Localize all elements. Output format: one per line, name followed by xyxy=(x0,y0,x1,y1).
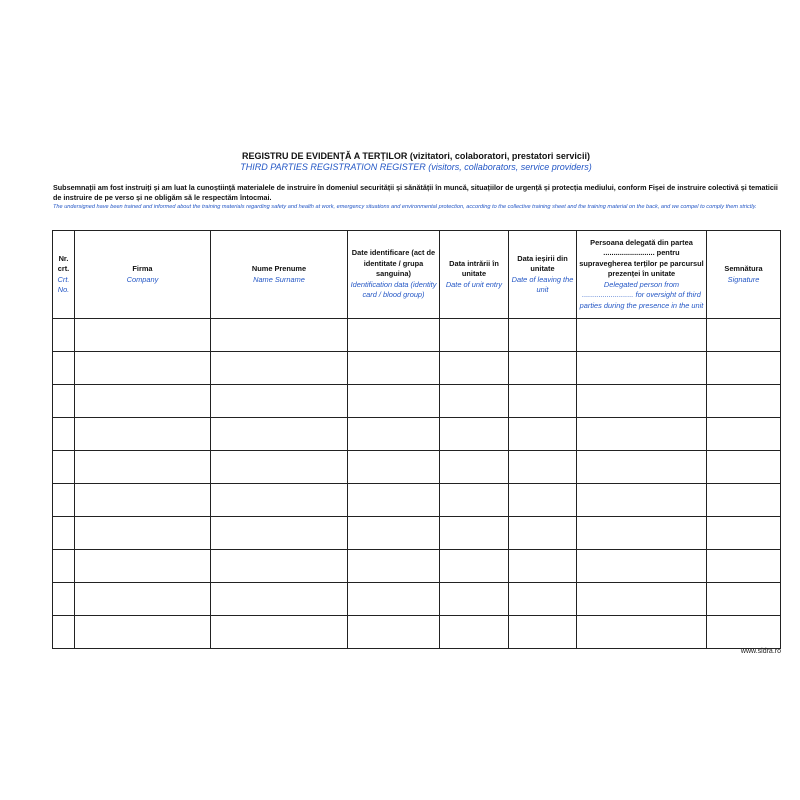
table-row xyxy=(53,550,781,583)
footer-url: www.sidra.ro xyxy=(740,648,781,655)
title-english: THIRD PARTIES REGISTRATION REGISTER (visitors, collaborators, service providers) xyxy=(240,162,592,172)
document-header xyxy=(0,151,800,173)
table-cell xyxy=(707,385,781,418)
table-cell xyxy=(707,517,781,550)
table-cell xyxy=(509,583,577,616)
column-header-company: Firma Company xyxy=(75,231,211,319)
table-cell xyxy=(509,418,577,451)
table-cell xyxy=(53,616,75,649)
intro-text-romanian: Subsemnații am fost instruiți și am luat la cunoștiință materialele de instruire în domeniul securității și sănătății în muncă, situațiilor de urgență și protecția mediului, conform Fișei de instruire colectivă și tematicii de instruire de pe verso și ne obligăm să le respectăm întocmai. xyxy=(53,183,778,202)
table-cell xyxy=(53,352,75,385)
table-row xyxy=(53,319,781,352)
column-header-delegated-person: Persoana delegată din partea ......................... pentru supravegherea terților pe parcursul prezenței în unitate Delegated person from ......................... for oversight of third parties during the presence in the unit xyxy=(577,231,707,319)
table-cell xyxy=(211,385,348,418)
column-header-name: Nume Prenume Name Surname xyxy=(211,231,348,319)
table-row xyxy=(53,517,781,550)
table-body xyxy=(53,319,781,649)
table-row xyxy=(53,583,781,616)
table-cell xyxy=(53,451,75,484)
table-cell xyxy=(75,319,211,352)
table-cell xyxy=(577,616,707,649)
table-cell xyxy=(509,451,577,484)
table-cell xyxy=(440,319,509,352)
table-cell xyxy=(440,583,509,616)
table-cell xyxy=(577,583,707,616)
column-header-entry-date: Data intrării în unitate Date of unit entry xyxy=(440,231,509,319)
table-cell xyxy=(75,418,211,451)
table-row xyxy=(53,451,781,484)
table-cell xyxy=(577,385,707,418)
table-cell xyxy=(348,616,440,649)
table-cell xyxy=(348,583,440,616)
table-cell xyxy=(75,517,211,550)
table-cell xyxy=(348,319,440,352)
table-cell xyxy=(53,319,75,352)
table-header-row xyxy=(53,231,781,319)
table-cell xyxy=(211,616,348,649)
table-cell xyxy=(53,550,75,583)
table-cell xyxy=(707,583,781,616)
column-header-signature: Semnătura Signature xyxy=(707,231,781,319)
table-cell xyxy=(440,352,509,385)
table-cell xyxy=(53,583,75,616)
table-cell xyxy=(577,517,707,550)
table-cell xyxy=(440,418,509,451)
table-cell xyxy=(707,616,781,649)
title-romanian: REGISTRU DE EVIDENȚĂ A TERȚILOR (vizitatori, colaboratori, prestatori servicii) xyxy=(242,151,590,161)
table-cell xyxy=(75,484,211,517)
table-cell xyxy=(440,616,509,649)
column-header-exit-date: Data ieșirii din unitate Date of leaving the unit xyxy=(509,231,577,319)
table-cell xyxy=(53,484,75,517)
table-cell xyxy=(348,484,440,517)
table-cell xyxy=(211,418,348,451)
table-row xyxy=(53,616,781,649)
table-cell xyxy=(348,418,440,451)
table-cell xyxy=(211,484,348,517)
table-row xyxy=(53,484,781,517)
table-cell xyxy=(348,550,440,583)
table-cell xyxy=(348,385,440,418)
table-cell xyxy=(509,517,577,550)
table-cell xyxy=(440,550,509,583)
registration-table xyxy=(52,230,781,649)
table-cell xyxy=(577,418,707,451)
table-cell xyxy=(211,319,348,352)
table-cell xyxy=(440,385,509,418)
table-cell xyxy=(440,517,509,550)
table-cell xyxy=(707,484,781,517)
table-cell xyxy=(707,451,781,484)
table-cell xyxy=(509,550,577,583)
intro-text-english: The undersigned have been trained and informed about the training materials regarding safety and health at work, emergency situations and environmental protection, according to the collective training sheet and the training material on the back, and we compel to comply them strictly. xyxy=(53,204,757,210)
table-cell xyxy=(348,451,440,484)
table-cell xyxy=(707,319,781,352)
table-cell xyxy=(509,385,577,418)
table-cell xyxy=(440,484,509,517)
table-cell xyxy=(53,517,75,550)
table-cell xyxy=(53,418,75,451)
table-cell xyxy=(75,385,211,418)
table-cell xyxy=(577,319,707,352)
table-row xyxy=(53,352,781,385)
table-cell xyxy=(509,352,577,385)
table-cell xyxy=(348,517,440,550)
table-cell xyxy=(707,418,781,451)
table-cell xyxy=(577,550,707,583)
table-cell xyxy=(75,550,211,583)
intro-statement xyxy=(53,183,783,212)
table-cell xyxy=(707,352,781,385)
column-header-identification: Date identificare (act de identitate / grupa sanguina) Identification data (identity card / blood group) xyxy=(348,231,440,319)
table-cell xyxy=(211,352,348,385)
table-cell xyxy=(53,385,75,418)
table-cell xyxy=(509,616,577,649)
table-cell xyxy=(577,451,707,484)
table-cell xyxy=(75,583,211,616)
table-row xyxy=(53,418,781,451)
table-cell xyxy=(348,352,440,385)
table-cell xyxy=(509,319,577,352)
table-cell xyxy=(509,484,577,517)
table-cell xyxy=(75,616,211,649)
table-cell xyxy=(75,352,211,385)
table-cell xyxy=(211,517,348,550)
table-cell xyxy=(577,352,707,385)
table-cell xyxy=(211,451,348,484)
table-cell xyxy=(707,550,781,583)
table-cell xyxy=(211,583,348,616)
column-header-number: Nr. crt. Crt. No. xyxy=(53,231,75,319)
table-cell xyxy=(577,484,707,517)
table-cell xyxy=(75,451,211,484)
table-row xyxy=(53,385,781,418)
table-cell xyxy=(440,451,509,484)
table-cell xyxy=(211,550,348,583)
